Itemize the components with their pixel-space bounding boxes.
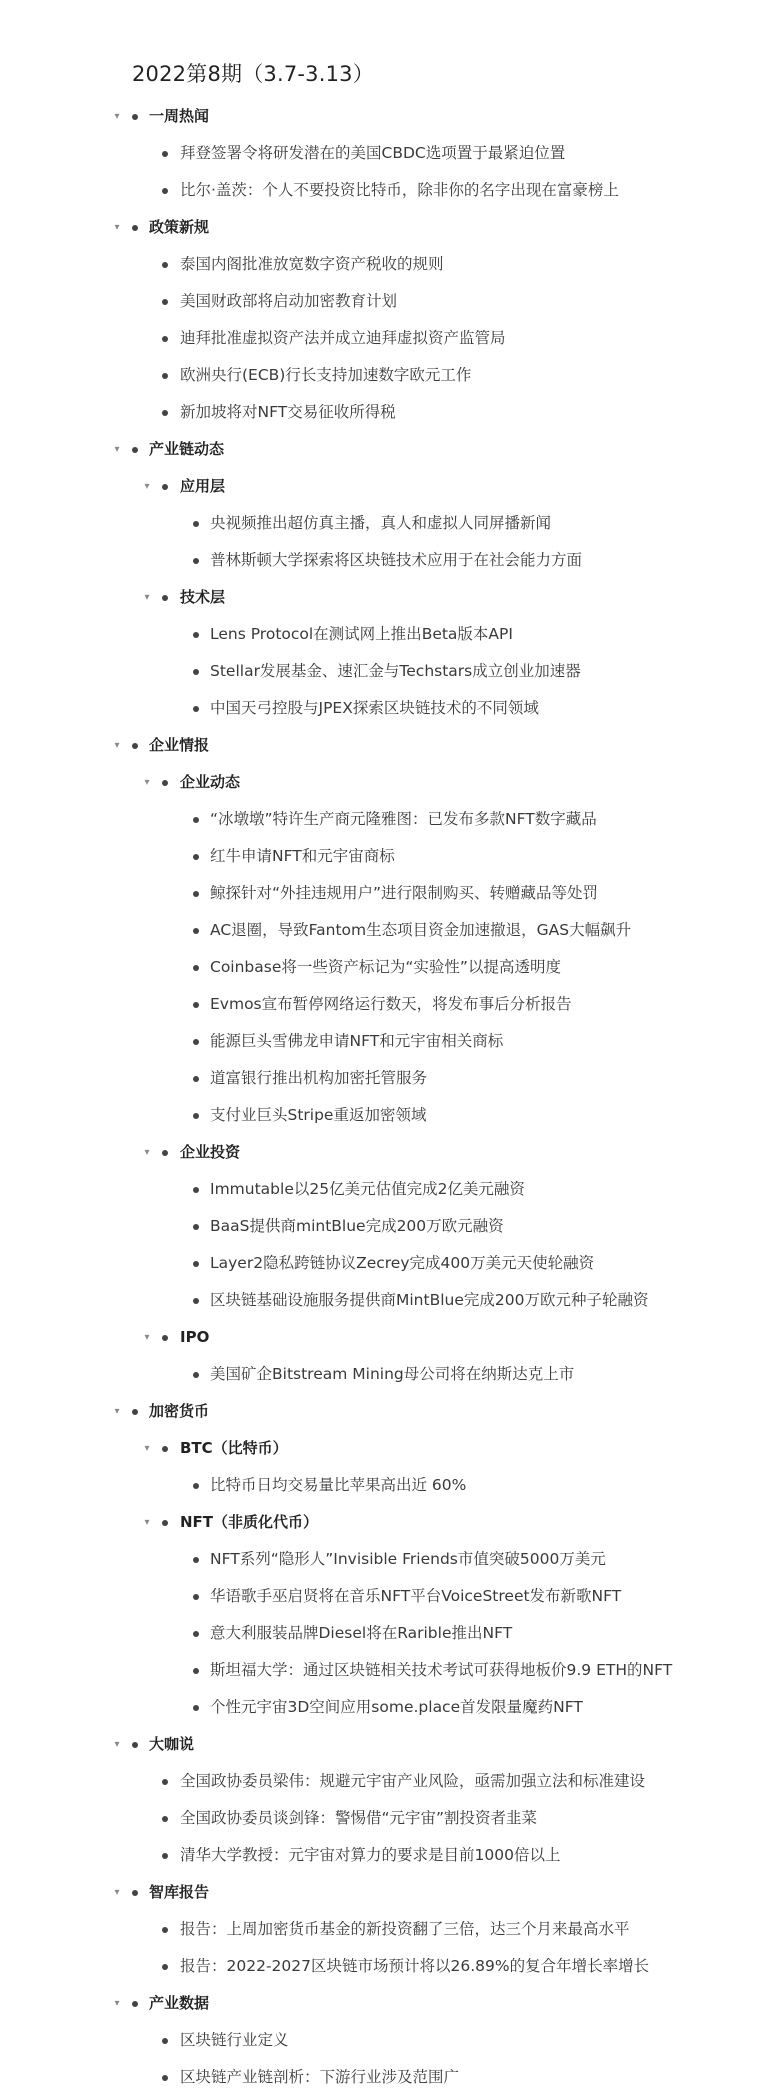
outline-item[interactable]: [0, 394, 760, 431]
outline-item-label: 中国天弓控股与JPEX探索区块链技术的不同领域: [210, 699, 539, 717]
bullet-dot-icon[interactable]: [193, 891, 199, 897]
bullet-dot-icon[interactable]: [193, 965, 199, 971]
bullet-dot-icon[interactable]: [162, 780, 168, 786]
outline-item-label: 区块链行业定义: [180, 2031, 289, 2049]
bullet-dot-icon[interactable]: [132, 2001, 138, 2007]
bullet-dot-icon[interactable]: [162, 1779, 168, 1785]
outline-item[interactable]: [0, 1837, 760, 1874]
outline-item[interactable]: [0, 1060, 760, 1097]
outline-item-label: 区块链基础设施服务提供商MintBlue完成200万欧元种子轮融资: [210, 1291, 649, 1309]
outline-section-label: 产业数据: [149, 1994, 210, 2012]
chevron-down-icon[interactable]: ▾: [114, 1998, 120, 2009]
bullet-dot-icon[interactable]: [193, 706, 199, 712]
chevron-down-icon[interactable]: ▾: [114, 222, 120, 233]
outline-item-label: Coinbase将一些资产标记为“实验性”以提高透明度: [210, 958, 561, 976]
outline-item[interactable]: [0, 1541, 760, 1578]
bullet-dot-icon[interactable]: [162, 1816, 168, 1822]
outline-group[interactable]: [0, 1319, 760, 1356]
bullet-dot-icon[interactable]: [162, 1446, 168, 1452]
outline-section-label: 智库报告: [149, 1883, 210, 1901]
outline-item[interactable]: [0, 986, 760, 1023]
outline-tree: [0, 98, 760, 2096]
outline-item-label: 报告：上周加密货币基金的新投资翻了三倍，达三个月来最高水平: [180, 1920, 630, 1938]
bullet-dot-icon[interactable]: [193, 1483, 199, 1489]
outline-group[interactable]: [0, 764, 760, 801]
outline-item-label: 央视频推出超仿真主播，真人和虚拟人同屏播新闻: [210, 514, 552, 532]
outline-item[interactable]: [0, 1208, 760, 1245]
outline-item-label: 能源巨头雪佛龙申请NFT和元宇宙相关商标: [210, 1032, 504, 1050]
outline-item-label: 鲸探针对“外挂违规用户”进行限制购买、转赠藏品等处罚: [210, 884, 599, 902]
outline-item-label: Evmos宣布暂停网络运行数天，将发布事后分析报告: [210, 995, 572, 1013]
chevron-down-icon[interactable]: ▾: [144, 1517, 150, 1528]
outline-item[interactable]: [0, 1171, 760, 1208]
bullet-dot-icon[interactable]: [193, 1261, 199, 1267]
bullet-dot-icon[interactable]: [162, 1150, 168, 1156]
outline-item[interactable]: [0, 690, 760, 727]
outline-section[interactable]: [0, 209, 760, 246]
outline-item-label: 美国财政部将启动加密教育计划: [180, 292, 398, 310]
outline-group-label: 技术层: [180, 588, 226, 606]
bullet-dot-icon[interactable]: [193, 1631, 199, 1637]
outline-item[interactable]: [0, 1948, 760, 1985]
bullet-dot-icon[interactable]: [162, 1853, 168, 1859]
bullet-dot-icon[interactable]: [193, 1002, 199, 1008]
chevron-down-icon[interactable]: ▾: [114, 1739, 120, 1750]
outline-item-label: 全国政协委员谈剑锋：警惕借“元宇宙”割投资者韭菜: [180, 1809, 538, 1827]
bullet-dot-icon[interactable]: [132, 225, 138, 231]
outline-item-label: 道富银行推出机构加密托管服务: [210, 1069, 428, 1087]
outline-item-label: Lens Protocol在测试网上推出Beta版本API: [210, 625, 513, 643]
outline-item[interactable]: [0, 1578, 760, 1615]
outline-item-label: 报告：2022-2027区块链市场预计将以26.89%的复合年增长率增长: [180, 1957, 650, 1975]
chevron-down-icon[interactable]: ▾: [144, 481, 150, 492]
outline-item[interactable]: [0, 135, 760, 172]
outline-item[interactable]: [0, 2022, 760, 2059]
outline-item[interactable]: [0, 320, 760, 357]
chevron-down-icon[interactable]: ▾: [114, 1887, 120, 1898]
outline-group-label: NFT（非质化代币）: [180, 1513, 319, 1531]
outline-item-label: Immutable以25亿美元估值完成2亿美元融资: [210, 1180, 525, 1198]
outline-item-label: 普林斯顿大学探索将区块链技术应用于在社会能力方面: [210, 551, 583, 569]
outline-item[interactable]: [0, 838, 760, 875]
outline-item[interactable]: [0, 801, 760, 838]
chevron-down-icon[interactable]: ▾: [144, 1332, 150, 1343]
outline-section[interactable]: [0, 727, 760, 764]
bullet-dot-icon[interactable]: [162, 410, 168, 416]
bullet-dot-icon[interactable]: [132, 1409, 138, 1415]
outline-group-label: IPO: [180, 1328, 210, 1346]
bullet-dot-icon[interactable]: [193, 1076, 199, 1082]
outline-item-label: 欧洲央行(ECB)行长支持加速数字欧元工作: [180, 366, 472, 384]
bullet-dot-icon[interactable]: [132, 743, 138, 749]
outline-section[interactable]: [0, 1393, 760, 1430]
outline-section[interactable]: [0, 1874, 760, 1911]
outline-item-label: 比特币日均交易量比苹果高出近 60%: [210, 1476, 467, 1494]
bullet-dot-icon[interactable]: [132, 114, 138, 120]
outline-item-label: 比尔·盖茨：个人不要投资比特币，除非你的名字出现在富豪榜上: [180, 181, 619, 199]
bullet-dot-icon[interactable]: [132, 1890, 138, 1896]
outline-item-label: AC退圈，导致Fantom生态项目资金加速撤退，GAS大幅飙升: [210, 921, 632, 939]
outline-item-label: BaaS提供商mintBlue完成200万欧元融资: [210, 1217, 504, 1235]
chevron-down-icon[interactable]: ▾: [114, 740, 120, 751]
bullet-dot-icon[interactable]: [162, 2075, 168, 2081]
outline-item-label: NFT系列“隐形人”Invisible Friends市值突破5000万美元: [210, 1550, 606, 1568]
outline-section[interactable]: [0, 431, 760, 468]
outline-item-label: Layer2隐私跨链协议Zecrey完成400万美元天使轮融资: [210, 1254, 595, 1272]
bullet-dot-icon[interactable]: [193, 1557, 199, 1563]
outline-section-label: 加密货币: [149, 1402, 210, 1420]
chevron-down-icon[interactable]: ▾: [144, 1147, 150, 1158]
bullet-dot-icon[interactable]: [162, 1964, 168, 1970]
bullet-dot-icon[interactable]: [193, 1113, 199, 1119]
bullet-dot-icon[interactable]: [193, 521, 199, 527]
outline-group[interactable]: [0, 1430, 760, 1467]
outline-item-label: 红牛申请NFT和元宇宙商标: [210, 847, 395, 865]
chevron-down-icon[interactable]: ▾: [144, 1443, 150, 1454]
outline-item-label: 全国政协委员梁伟：规避元宇宙产业风险，亟需加强立法和标准建设: [180, 1772, 646, 1790]
chevron-down-icon[interactable]: ▾: [114, 1406, 120, 1417]
bullet-dot-icon[interactable]: [162, 484, 168, 490]
bullet-dot-icon[interactable]: [193, 1705, 199, 1711]
outline-item-label: Stellar发展基金、速汇金与Techstars成立创业加速器: [210, 662, 581, 680]
outline-item[interactable]: [0, 2059, 760, 2096]
bullet-dot-icon[interactable]: [193, 1224, 199, 1230]
outline-item[interactable]: [0, 1356, 760, 1393]
outline-item-label: 区块链产业链剖析：下游行业涉及范围广: [180, 2068, 460, 2086]
chevron-down-icon[interactable]: ▾: [144, 777, 150, 788]
bullet-dot-icon[interactable]: [162, 595, 168, 601]
outline-item[interactable]: [0, 616, 760, 653]
outline-item[interactable]: [0, 875, 760, 912]
outline-item[interactable]: [0, 246, 760, 283]
outline-item[interactable]: [0, 1615, 760, 1652]
outline-item-label: 拜登签署令将研发潜在的美国CBDC选项置于最紧迫位置: [180, 144, 566, 162]
bullet-dot-icon[interactable]: [162, 262, 168, 268]
outline-section[interactable]: [0, 98, 760, 135]
outline-section-label: 大咖说: [149, 1735, 195, 1753]
chevron-down-icon[interactable]: ▾: [114, 111, 120, 122]
outline-item-label: 斯坦福大学：通过区块链相关技术考试可获得地板价9.9 ETH的NFT: [210, 1661, 673, 1679]
outline-section-label: 企业情报: [149, 736, 210, 754]
bullet-dot-icon[interactable]: [162, 373, 168, 379]
bullet-dot-icon[interactable]: [193, 1039, 199, 1045]
outline-item-label: 意大利服装品牌Diesel将在Rarible推出NFT: [210, 1624, 513, 1642]
outline-item[interactable]: [0, 357, 760, 394]
outline-item[interactable]: [0, 949, 760, 986]
outline-item[interactable]: [0, 912, 760, 949]
bullet-dot-icon[interactable]: [193, 854, 199, 860]
bullet-dot-icon[interactable]: [132, 1742, 138, 1748]
outline-item[interactable]: [0, 1023, 760, 1060]
outline-item-label: 美国矿企Bitstream Mining母公司将在纳斯达克上市: [210, 1365, 575, 1383]
bullet-dot-icon[interactable]: [132, 447, 138, 453]
outline-item[interactable]: [0, 1800, 760, 1837]
page-title: 2022第8期（3.7-3.13）: [132, 62, 374, 86]
outline-item[interactable]: [0, 1689, 760, 1726]
outline-group[interactable]: [0, 468, 760, 505]
outline-item[interactable]: [0, 1245, 760, 1282]
bullet-dot-icon[interactable]: [162, 336, 168, 342]
outline-item-label: 迪拜批准虚拟资产法并成立迪拜虚拟资产监管局: [180, 329, 506, 347]
bullet-dot-icon[interactable]: [162, 151, 168, 157]
outline-item[interactable]: [0, 653, 760, 690]
outline-section-label: 政策新规: [149, 218, 210, 236]
outline-item-label: 泰国内阁批准放宽数字资产税收的规则: [180, 255, 444, 273]
bullet-dot-icon[interactable]: [162, 299, 168, 305]
outline-section[interactable]: [0, 1726, 760, 1763]
chevron-down-icon[interactable]: ▾: [114, 444, 120, 455]
outline-item[interactable]: [0, 1911, 760, 1948]
outline-item-label: 支付业巨头Stripe重返加密领域: [210, 1106, 427, 1124]
outline-item-label: “冰墩墩”特许生产商元隆雅图：已发布多款NFT数字藏品: [210, 810, 597, 828]
bullet-dot-icon[interactable]: [162, 2038, 168, 2044]
bullet-dot-icon[interactable]: [193, 1187, 199, 1193]
outline-item-label: 个性元宇宙3D空间应用some.place首发限量魔药NFT: [210, 1698, 583, 1716]
outline-section[interactable]: [0, 1985, 760, 2022]
outline-group-label: 企业投资: [180, 1143, 241, 1161]
outline-item[interactable]: [0, 1467, 760, 1504]
outline-item-label: 清华大学教授：元宇宙对算力的要求是目前1000倍以上: [180, 1846, 561, 1864]
bullet-dot-icon[interactable]: [193, 669, 199, 675]
outline-item[interactable]: [0, 1282, 760, 1319]
outline-item[interactable]: [0, 542, 760, 579]
outline-section-label: 一周热闻: [149, 107, 210, 125]
bullet-dot-icon[interactable]: [162, 1335, 168, 1341]
chevron-down-icon[interactable]: ▾: [144, 592, 150, 603]
outline-item[interactable]: [0, 283, 760, 320]
bullet-dot-icon[interactable]: [193, 632, 199, 638]
outline-group-label: BTC（比特币）: [180, 1439, 288, 1457]
outline-item[interactable]: [0, 505, 760, 542]
bullet-dot-icon[interactable]: [193, 1298, 199, 1304]
bullet-dot-icon[interactable]: [193, 928, 199, 934]
outline-item-label: 华语歌手巫启贤将在音乐NFT平台VoiceStreet发布新歌NFT: [210, 1587, 622, 1605]
bullet-dot-icon[interactable]: [193, 817, 199, 823]
bullet-dot-icon[interactable]: [162, 1927, 168, 1933]
outline-item[interactable]: [0, 1097, 760, 1134]
outline-section-label: 产业链动态: [149, 440, 225, 458]
outline-group[interactable]: [0, 1504, 760, 1541]
outline-item[interactable]: [0, 172, 760, 209]
bullet-dot-icon[interactable]: [162, 188, 168, 194]
bullet-dot-icon[interactable]: [162, 1520, 168, 1526]
outline-group[interactable]: [0, 579, 760, 616]
outline-group-label: 应用层: [180, 477, 226, 495]
outline-item[interactable]: [0, 1763, 760, 1800]
bullet-dot-icon[interactable]: [193, 1372, 199, 1378]
bullet-dot-icon[interactable]: [193, 558, 199, 564]
bullet-dot-icon[interactable]: [193, 1594, 199, 1600]
outline-group-label: 企业动态: [180, 773, 241, 791]
bullet-dot-icon[interactable]: [193, 1668, 199, 1674]
outline-item-label: 新加坡将对NFT交易征收所得税: [180, 403, 396, 421]
outline-item[interactable]: [0, 1652, 760, 1689]
outline-group[interactable]: [0, 1134, 760, 1171]
